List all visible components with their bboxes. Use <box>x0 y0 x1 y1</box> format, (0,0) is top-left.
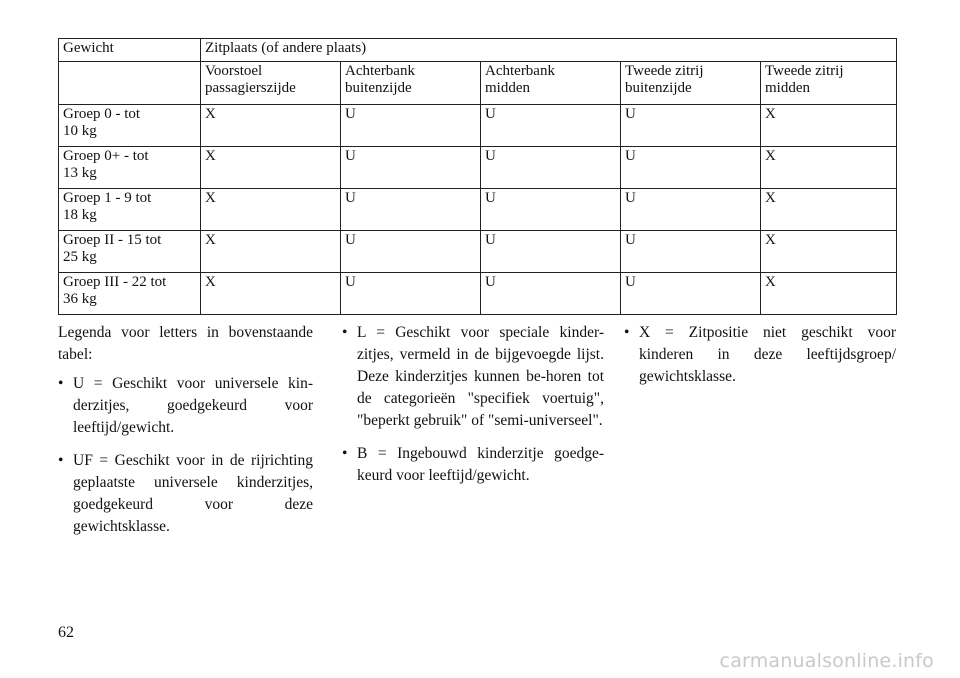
suitability-cell: X <box>761 105 897 147</box>
weight-group-cell <box>59 231 201 273</box>
suitability-cell: X <box>201 147 341 189</box>
suitability-cell: X <box>761 147 897 189</box>
subheader-line: passagierszijde <box>205 80 296 96</box>
subheader-empty <box>59 62 201 105</box>
table-row <box>59 189 897 231</box>
subheader-line: Tweede zitrij <box>765 63 844 79</box>
bullet-icon: • <box>342 324 348 341</box>
subheader-line: buitenzijde <box>345 80 412 96</box>
bullet-icon: • <box>58 375 64 392</box>
table-row <box>59 231 897 273</box>
table-header-row <box>59 39 897 62</box>
suitability-cell: U <box>621 231 761 273</box>
weight-group-cell <box>59 273 201 315</box>
suitability-cell: X <box>761 189 897 231</box>
bullet-icon: • <box>624 324 630 341</box>
table-row <box>59 147 897 189</box>
legend-column-2 <box>342 322 604 498</box>
legend-item-text: U = Geschikt voor universele kin-derzitjes, goedgekeurd voor leeftijd/gewicht. <box>73 375 313 436</box>
suitability-cell: U <box>341 147 481 189</box>
legend-item-l <box>342 322 604 432</box>
subheader-rear-middle <box>481 62 621 105</box>
suitability-cell: X <box>761 273 897 315</box>
suitability-cell: X <box>201 231 341 273</box>
subheader-line: Tweede zitrij <box>625 63 704 79</box>
suitability-cell: U <box>481 105 621 147</box>
page-number: 62 <box>58 624 74 641</box>
legend-section <box>58 322 896 562</box>
watermark-text: carmanualsonline.info <box>719 650 934 672</box>
subheader-line: Voorstoel <box>205 63 263 79</box>
legend-column-1 <box>58 322 313 549</box>
weight-group-line: 10 kg <box>63 123 97 139</box>
child-seat-suitability-table <box>58 38 897 315</box>
suitability-cell: U <box>621 105 761 147</box>
legend-item-u <box>58 373 313 439</box>
legend-item-text: L = Geschikt voor speciale kinder-zitjes, vermeld in de bijgevoegde lijst. Deze kinderzitjes kunnen be-horen tot de categorieën "specifiek voertuig", "beperkt gebruik" of "semi-universeel". <box>357 324 604 429</box>
legend-intro: Legenda voor letters in bovenstaande tabel: <box>58 324 313 363</box>
suitability-cell: U <box>621 273 761 315</box>
bullet-icon: • <box>342 445 348 462</box>
suitability-cell: U <box>621 189 761 231</box>
legend-item-text: X = Zitpositie niet geschikt voor kinderen in deze leeftijdsgroep/ gewichtsklasse. <box>639 324 896 385</box>
subheader-line: midden <box>765 80 810 96</box>
table-subheader-row <box>59 62 897 105</box>
suitability-cell: X <box>201 189 341 231</box>
weight-group-line: Groep 0+ - tot <box>63 148 149 164</box>
subheader-front-passenger <box>201 62 341 105</box>
suitability-cell: U <box>341 189 481 231</box>
weight-group-line: 36 kg <box>63 291 97 307</box>
subheader-line: midden <box>485 80 530 96</box>
subheader-line: Achterbank <box>345 63 415 79</box>
subheader-rear-outer <box>341 62 481 105</box>
subheader-second-row-middle <box>761 62 897 105</box>
legend-item-text: B = Ingebouwd kinderzitje goedge-keurd voor leeftijd/gewicht. <box>357 445 604 484</box>
suitability-cell: U <box>481 147 621 189</box>
legend-item-b <box>342 443 604 487</box>
legend-column-3 <box>624 322 896 399</box>
header-weight: Gewicht <box>59 39 201 62</box>
bullet-icon: • <box>58 452 64 469</box>
header-seating-position: Zitplaats (of andere plaats) <box>201 39 897 62</box>
suitability-cell: U <box>481 231 621 273</box>
suitability-cell: U <box>621 147 761 189</box>
weight-group-line: 25 kg <box>63 249 97 265</box>
weight-group-line: Groep 0 - tot <box>63 106 141 122</box>
weight-group-cell <box>59 189 201 231</box>
weight-group-cell <box>59 105 201 147</box>
legend-item-x <box>624 322 896 388</box>
table-row <box>59 105 897 147</box>
suitability-cell: U <box>341 105 481 147</box>
legend-item-text: UF = Geschikt voor in de rijrichting geplaatste universele kinderzitjes, goedgekeurd voor deze gewichtsklasse. <box>73 452 313 535</box>
weight-group-cell <box>59 147 201 189</box>
weight-group-line: 18 kg <box>63 207 97 223</box>
suitability-cell: X <box>201 105 341 147</box>
suitability-cell: U <box>481 189 621 231</box>
suitability-cell: U <box>481 273 621 315</box>
legend-item-uf <box>58 450 313 538</box>
suitability-cell: X <box>761 231 897 273</box>
weight-group-line: Groep 1 - 9 tot <box>63 190 152 206</box>
subheader-line: buitenzijde <box>625 80 692 96</box>
table-row <box>59 273 897 315</box>
subheader-line: Achterbank <box>485 63 555 79</box>
suitability-cell: U <box>341 231 481 273</box>
subheader-second-row-outer <box>621 62 761 105</box>
weight-group-line: 13 kg <box>63 165 97 181</box>
suitability-cell: U <box>341 273 481 315</box>
weight-group-line: Groep III - 22 tot <box>63 274 167 290</box>
weight-group-line: Groep II - 15 tot <box>63 232 162 248</box>
suitability-cell: X <box>201 273 341 315</box>
